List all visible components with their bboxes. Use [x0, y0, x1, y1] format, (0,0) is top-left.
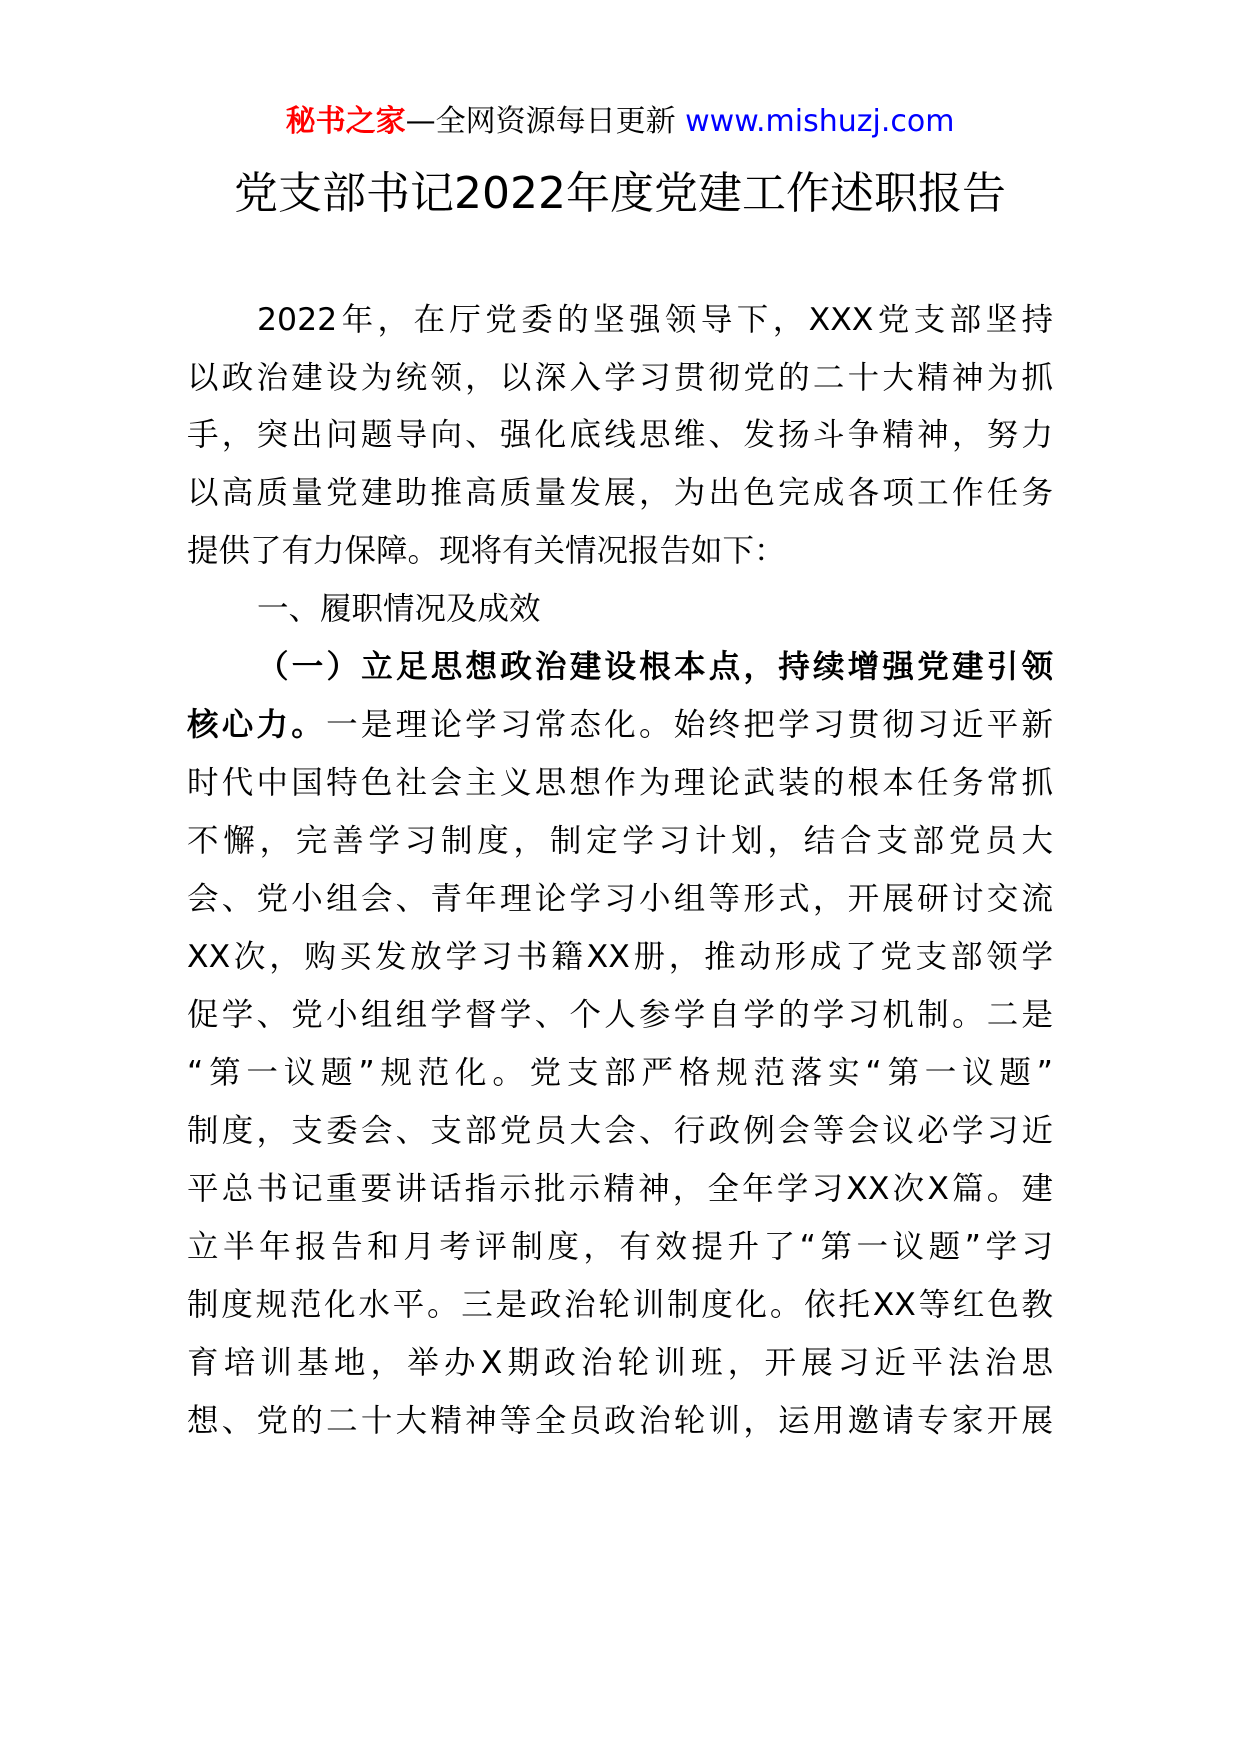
paragraph-line: 手，突出问题导向、强化底线思维、发扬斗争精神，努力: [187, 417, 1053, 453]
site-url-link[interactable]: www.mishuzj.com: [685, 104, 955, 139]
paragraph-line: 制度规范化水平。三是政治轮训制度化。依托XX等红色教: [187, 1287, 1053, 1323]
paragraph-line: 时代中国特色社会主义思想作为理论武装的根本任务常抓: [187, 765, 1053, 801]
paragraph-line: 立半年报告和月考评制度，有效提升了“第一议题”学习: [187, 1229, 1053, 1265]
subsection-heading: （一）立足思想政治建设根本点，持续增强党建引领: [257, 649, 1053, 685]
subsection-heading-tail: 核心力。: [187, 707, 327, 743]
paragraph-line: 不懈，完善学习制度，制定学习计划，结合支部党员大: [187, 823, 1053, 859]
paragraph-line: 制度，支委会、支部党员大会、行政例会等会议必学习近: [187, 1113, 1053, 1149]
paragraph-line: 提供了有力保障。现将有关情况报告如下：: [187, 533, 786, 569]
paragraph-line: 想、党的二十大精神等全员政治轮训，运用邀请专家开展: [187, 1403, 1053, 1439]
paragraph-line-text: 一是理论学习常态化。始终把学习贯彻习近平新: [326, 707, 1053, 743]
paragraph-line: [187, 702, 1053, 748]
paragraph-line: 育培训基地，举办X期政治轮训班，开展习近平法治思: [187, 1345, 1053, 1381]
site-brand: 秘书之家: [285, 104, 406, 139]
paragraph-line: “第一议题”规范化。党支部严格规范落实“第一议题”: [187, 1055, 1053, 1091]
paragraph-line: 2022年，在厅党委的坚强领导下，XXX党支部坚持: [257, 302, 1053, 338]
paragraph-line: XX次，购买发放学习书籍XX册，推动形成了党支部领学: [187, 939, 1053, 975]
site-header: [0, 100, 1240, 144]
document-title: 党支部书记2022年度党建工作述职报告: [234, 168, 1006, 219]
section-heading: 一、履职情况及成效: [257, 591, 541, 627]
site-tagline: —全网资源每日更新: [405, 104, 686, 139]
paragraph-line: 以政治建设为统领，以深入学习贯彻党的二十大精神为抓: [187, 360, 1053, 396]
paragraph-line: 促学、党小组组学督学、个人参学自学的学习机制。二是: [187, 997, 1053, 1033]
paragraph-line: 以高质量党建助推高质量发展，为出色完成各项工作任务: [187, 475, 1053, 511]
paragraph-line: 会、党小组会、青年理论学习小组等形式，开展研讨交流: [187, 881, 1053, 917]
paragraph-line: 平总书记重要讲话指示批示精神，全年学习XX次X篇。建: [187, 1171, 1053, 1207]
